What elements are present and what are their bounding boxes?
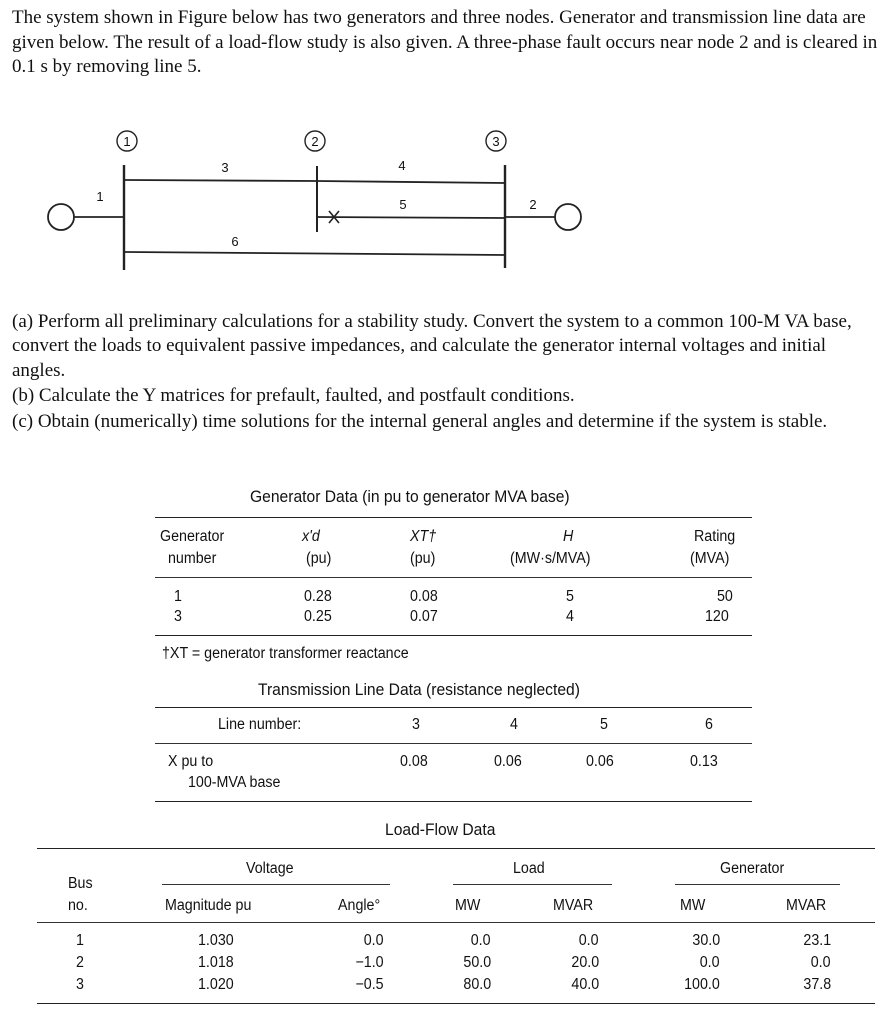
cell: 0.06 xyxy=(586,753,614,770)
cell: 1.020 xyxy=(198,976,234,993)
x-label: X pu to xyxy=(168,753,214,770)
cell: 0.0 xyxy=(700,954,720,971)
cell: 37.8 xyxy=(803,976,831,993)
cell: 50 xyxy=(717,588,733,605)
header-gen-mw: MW xyxy=(680,897,706,914)
task-c: (c) Obtain (numerically) time solutions for the internal general angles and determine if the system is stable. xyxy=(12,411,828,432)
one-line-diagram xyxy=(0,120,620,270)
header-bus: Bus xyxy=(68,875,93,892)
line-5-label: 5 xyxy=(399,197,407,212)
group-generator: Generator xyxy=(720,860,785,877)
generator-table-title: Generator Data (in pu to generator MVA base) xyxy=(250,487,570,506)
header-xt-unit: (pu) xyxy=(410,550,436,567)
cell: 30.0 xyxy=(692,932,720,949)
header-no: no. xyxy=(68,897,88,914)
header-xd-unit: (pu) xyxy=(306,550,332,567)
cell: 0.08 xyxy=(410,588,438,605)
header-generator: Generator xyxy=(160,528,225,545)
intro-paragraph: The system shown in Figure below has two generators and three nodes. Generator and transmission line data are given below. The result of a load-flow study is also given. A three-phase fault occurs near node 2 and is cleared in 0.1 s by removing line 5. xyxy=(12,7,878,77)
line-6 xyxy=(124,252,505,255)
line-2-label: 2 xyxy=(529,197,537,212)
cell: 80.0 xyxy=(463,976,491,993)
header-xt: XT† xyxy=(410,528,437,545)
cell: 50.0 xyxy=(463,954,491,971)
group-voltage: Voltage xyxy=(246,860,294,877)
node-2-label: 2 xyxy=(311,134,319,149)
cell: 40.0 xyxy=(571,976,599,993)
cell: 120 xyxy=(705,608,729,625)
generator-2-icon xyxy=(555,204,581,230)
header-xd: x'd xyxy=(302,528,320,545)
cell: 1 xyxy=(76,932,84,949)
cell: 3 xyxy=(412,716,420,733)
cell: 2 xyxy=(76,954,84,971)
generator-1-icon xyxy=(48,204,74,230)
line-4-label: 4 xyxy=(398,158,406,173)
cell: 0.0 xyxy=(811,954,831,971)
line-table-title: Transmission Line Data (resistance neglected) xyxy=(258,680,580,699)
node-3-label: 3 xyxy=(492,134,500,149)
cell: 0.0 xyxy=(579,932,599,949)
cell: 5 xyxy=(600,716,608,733)
load-flow-title: Load-Flow Data xyxy=(385,820,496,839)
line-number-label: Line number: xyxy=(218,716,302,733)
header-angle: Angle° xyxy=(338,897,381,914)
cell: 1.030 xyxy=(198,932,234,949)
header-load-mvar: MVAR xyxy=(553,897,594,914)
cell: 0.28 xyxy=(304,588,332,605)
cell: 4 xyxy=(510,716,518,733)
header-h: H xyxy=(563,528,574,545)
line-3-label: 3 xyxy=(221,160,229,175)
header-h-unit: (MW·s/MVA) xyxy=(510,550,591,567)
cell: 20.0 xyxy=(571,954,599,971)
cell: 0.0 xyxy=(364,932,384,949)
header-rating-unit: (MVA) xyxy=(690,550,730,567)
header-magnitude: Magnitude pu xyxy=(165,897,252,914)
line-5 xyxy=(317,217,505,218)
line-4 xyxy=(317,181,505,183)
cell: −1.0 xyxy=(355,954,384,971)
cell: 0.07 xyxy=(410,608,438,625)
cell: 6 xyxy=(705,716,713,733)
task-a: (a) Perform all preliminary calculations for a stability study. Convert the system to a common 100-M VA base, convert the loads to equivalent passive impedances, and calculate the generator internal voltages and initial angles. xyxy=(12,311,852,381)
node-1-label: 1 xyxy=(123,134,131,149)
line-3 xyxy=(124,180,317,181)
cell: 1.018 xyxy=(198,954,234,971)
header-number: number xyxy=(168,550,217,567)
cell: 100.0 xyxy=(684,976,720,993)
header-gen-mvar: MVAR xyxy=(786,897,827,914)
cell: 1 xyxy=(174,588,182,605)
cell: 0.06 xyxy=(494,753,522,770)
task-b: (b) Calculate the Y matrices for prefault, faulted, and postfault conditions. xyxy=(12,385,575,406)
cell: 4 xyxy=(566,608,574,625)
cell: 5 xyxy=(566,588,574,605)
cell: 3 xyxy=(174,608,182,625)
cell: 0.13 xyxy=(690,753,718,770)
cell: 0.08 xyxy=(400,753,428,770)
cell: 23.1 xyxy=(803,932,831,949)
cell: 0.25 xyxy=(304,608,332,625)
cell: 3 xyxy=(76,976,84,993)
x-base-label: 100-MVA base xyxy=(188,774,281,791)
header-load-mw: MW xyxy=(455,897,481,914)
generator-table-footnote: †XT = generator transformer reactance xyxy=(162,645,409,662)
header-rating: Rating xyxy=(694,528,736,545)
cell: −0.5 xyxy=(355,976,384,993)
group-load: Load xyxy=(513,860,545,877)
line-1-label: 1 xyxy=(96,189,104,204)
line-6-label: 6 xyxy=(231,234,239,249)
cell: 0.0 xyxy=(471,932,491,949)
